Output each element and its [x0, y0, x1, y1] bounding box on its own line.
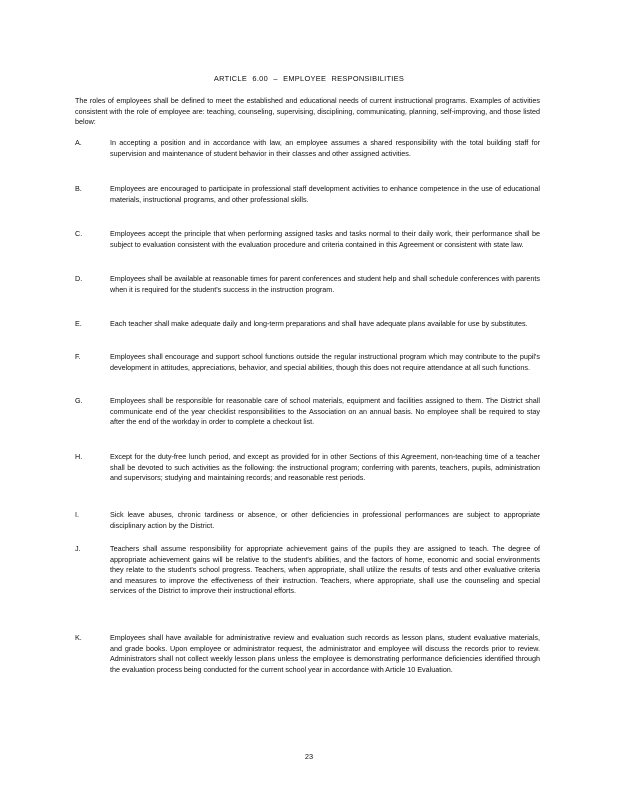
item-text: Teachers shall assume responsibility for appropriate achievement gains of the pupils they are assigned to teach. The degree of appropriate achievement gains will be relative to the student's abilities, and the factors of home, economic and social environments they relate to the student's school progress. Teachers, when appropriate, shall utilize the results of tests and other evaluative criteria and measures to improve the effectiveness of their instruction. Teachers, where appropriate, shall use the counseling and special services of the District to improve their instructional efforts. [110, 544, 540, 596]
item-letter: H. [75, 452, 83, 461]
item-text: Employees shall be available at reasonable times for parent conferences and student help and shall schedule conferences with parents when it is required for the student's success in the instruction program. [110, 274, 540, 294]
item-text: Employees shall be responsible for reasonable care of school materials, equipment and facilities assigned to them. The District shall communicate end of the year checklist responsibilities to the Association on an annual basis. No employee shall be required to stay after the end of the workday in order to complete a checkout list. [110, 396, 540, 427]
item-letter: D. [75, 274, 83, 283]
item-text: Employees shall encourage and support school functions outside the regular instructional program which may contribute to the pupil's development in attitudes, appreciations, behavior, and special abilities, though this does not require attendance at all such functions. [110, 352, 540, 372]
item-letter: I. [75, 510, 79, 519]
item-text: Employees shall have available for administrative review and evaluation such records as lesson plans, student evaluative materials, and grade books. Upon employee or administrator request, the administrator and employee will discuss the records prior to review. Administrators shall not collect weekly lesson plans unless the employee is demonstrating performance deficiencies identified through the evaluation process being conducted for the current school year in accordance with Article 10 Evaluation. [110, 633, 540, 674]
item-letter: G. [75, 396, 83, 405]
item-text: Sick leave abuses, chronic tardiness or absence, or other deficiencies in professional performances are subject to appropriate disciplinary action by the District. [110, 510, 540, 530]
item-letter: K. [75, 633, 82, 642]
item-letter: B. [75, 184, 82, 193]
item-letter: C. [75, 229, 83, 238]
item-letter: A. [75, 138, 82, 147]
item-letter: F. [75, 352, 81, 361]
item-text: Each teacher shall make adequate daily and long-term preparations and shall have adequate plans available for use by substitutes. [110, 319, 528, 328]
intro-paragraph: The roles of employees shall be defined to meet the established and educational needs of current instructional programs. Examples of activities consistent with the role of employee are: teaching, counseling, supervising, disciplining, communicating, planning, self-improving, and those listed below: [75, 96, 540, 127]
item-text: In accepting a position and in accordance with law, an employee assumes a shared responsibility with the total building staff for supervision and maintenance of student behavior in their classes and other assigned activities. [110, 138, 540, 158]
item-letter: E. [75, 319, 82, 328]
item-text: Employees accept the principle that when performing assigned tasks and tasks normal to their daily work, their performance shall be subject to evaluation consistent with the evaluation procedure and criteria contained in this Agreement or consistent with state law. [110, 229, 540, 249]
page-number: 23 [304, 752, 314, 761]
item-text: Employees are encouraged to participate in professional staff development activities to enhance competence in the use of educational materials, instructional programs, and other professional skills. [110, 184, 540, 204]
article-title: ARTICLE 6.00 – EMPLOYEE RESPONSIBILITIES [213, 74, 405, 83]
item-letter: J. [75, 544, 81, 553]
item-text: Except for the duty-free lunch period, and except as provided for in other Sections of this Agreement, non-teaching time of a teacher shall be devoted to such activities as the following: the instructional program; conferring with parents, teachers, pupils, administration and supervisors; studying and maintaining records; and reasonable rest periods. [110, 452, 540, 483]
